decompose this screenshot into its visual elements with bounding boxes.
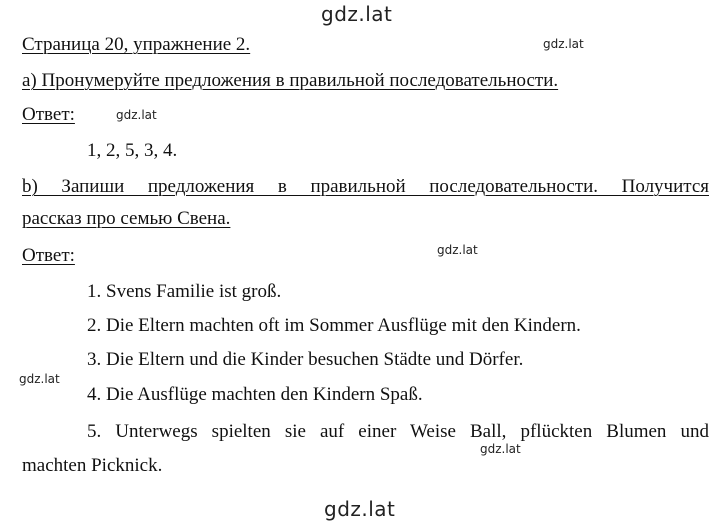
task-b-question-line2: рассказ про семью Свена. [22, 208, 231, 229]
watermark-left: gdz.lat [19, 372, 60, 386]
sentence-1: 1. Svens Familie ist groß. [87, 281, 282, 302]
watermark-bottom: gdz.lat [324, 497, 396, 521]
watermark-header-right: gdz.lat [543, 37, 584, 51]
watermark-answer-b: gdz.lat [437, 243, 478, 257]
task-b-question-line1: b) Запиши предложения в правильной последовательности. Получится [22, 176, 709, 197]
task-a-answer-label: Ответ: [22, 104, 75, 125]
task-a-answer: 1, 2, 5, 3, 4. [87, 140, 178, 161]
task-a-question: a) Пронумеруйте предложения в правильной последовательности. [22, 70, 559, 91]
sentence-2: 2. Die Eltern machten oft im Sommer Ausflüge mit den Kindern. [87, 315, 581, 336]
sentence-4: 4. Die Ausflüge machten den Kindern Spaß. [87, 384, 423, 405]
task-b-answer-label: Ответ: [22, 245, 75, 266]
watermark-answer-a: gdz.lat [116, 108, 157, 122]
sentence-3: 3. Die Eltern und die Kinder besuchen Städte und Dörfer. [87, 349, 524, 370]
sentence-5-line2: machten Picknick. [22, 455, 163, 476]
page-header: Страница 20, упражнение 2. [22, 34, 251, 55]
sentence-5-line1: 5. Unterwegs spielten sie auf einer Weise Ball, pflückten Blumen und [87, 421, 709, 442]
watermark-top: gdz.lat [321, 2, 393, 26]
watermark-bottom-right: gdz.lat [480, 442, 521, 456]
